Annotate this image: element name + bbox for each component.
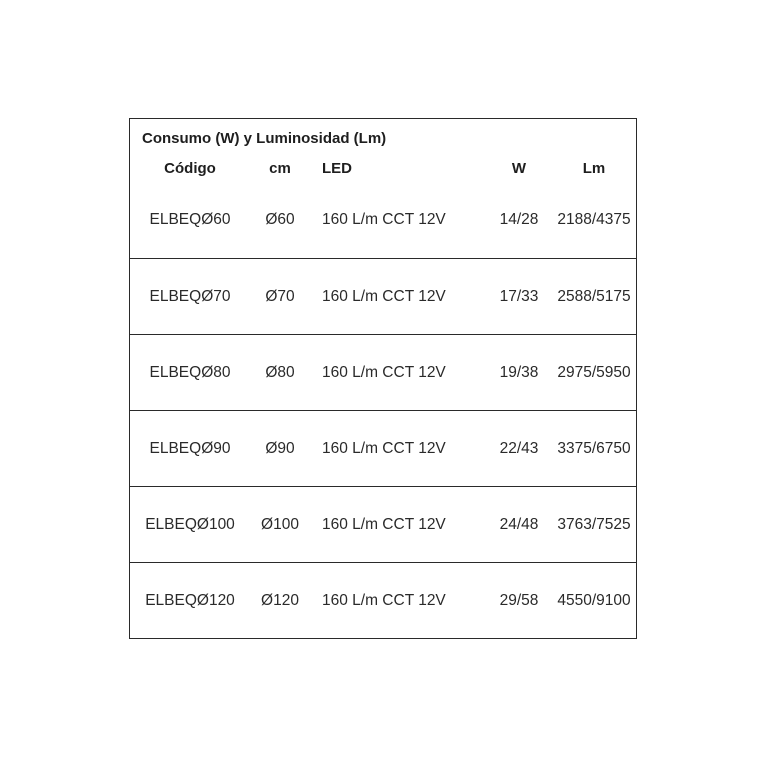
row-lm: 4550/9100 <box>557 591 631 609</box>
row-w: 19/38 <box>499 363 539 381</box>
row-w: 17/33 <box>499 287 539 305</box>
row-code: ELBEQØ80 <box>149 363 231 381</box>
row-led: 160 L/m CCT 12V <box>322 439 446 457</box>
row-code: ELBEQØ70 <box>149 287 231 305</box>
row-lm: 2975/5950 <box>557 363 631 381</box>
header-code: Código <box>164 160 216 177</box>
table-row <box>130 335 636 411</box>
table-row <box>130 563 636 638</box>
table-row <box>130 182 636 259</box>
header-lm: Lm <box>582 160 606 177</box>
row-led: 160 L/m CCT 12V <box>322 591 446 609</box>
row-cm: Ø100 <box>261 515 299 533</box>
table-body <box>130 119 636 638</box>
row-cm: Ø80 <box>265 363 295 381</box>
row-cm: Ø120 <box>261 591 299 609</box>
row-code: ELBEQØ60 <box>149 211 231 228</box>
row-code: ELBEQØ90 <box>149 439 231 457</box>
table-row <box>130 411 636 487</box>
row-lm: 3763/7525 <box>557 515 631 533</box>
header-w: W <box>511 160 527 177</box>
row-lm: 3375/6750 <box>557 439 631 457</box>
row-cm: Ø90 <box>265 439 295 457</box>
header-cm: cm <box>269 160 291 177</box>
row-w: 29/58 <box>499 591 539 609</box>
row-lm: 2588/5175 <box>557 287 631 305</box>
row-led: 160 L/m CCT 12V <box>322 211 446 228</box>
row-led: 160 L/m CCT 12V <box>322 515 446 533</box>
row-code: ELBEQØ120 <box>145 591 235 609</box>
specifications-table <box>129 118 637 639</box>
row-code: ELBEQØ100 <box>145 515 235 533</box>
row-led: 160 L/m CCT 12V <box>322 287 446 305</box>
row-led: 160 L/m CCT 12V <box>322 363 446 381</box>
row-cm: Ø60 <box>265 211 295 228</box>
table-title: Consumo (W) y Luminosidad (Lm) <box>142 130 387 147</box>
row-cm: Ø70 <box>265 287 295 305</box>
table-row <box>130 259 636 335</box>
row-w: 24/48 <box>499 515 539 533</box>
header-led: LED <box>322 160 352 177</box>
row-lm: 2188/4375 <box>557 211 631 228</box>
row-w: 14/28 <box>499 211 539 228</box>
table-row <box>130 487 636 563</box>
row-w: 22/43 <box>499 439 539 457</box>
